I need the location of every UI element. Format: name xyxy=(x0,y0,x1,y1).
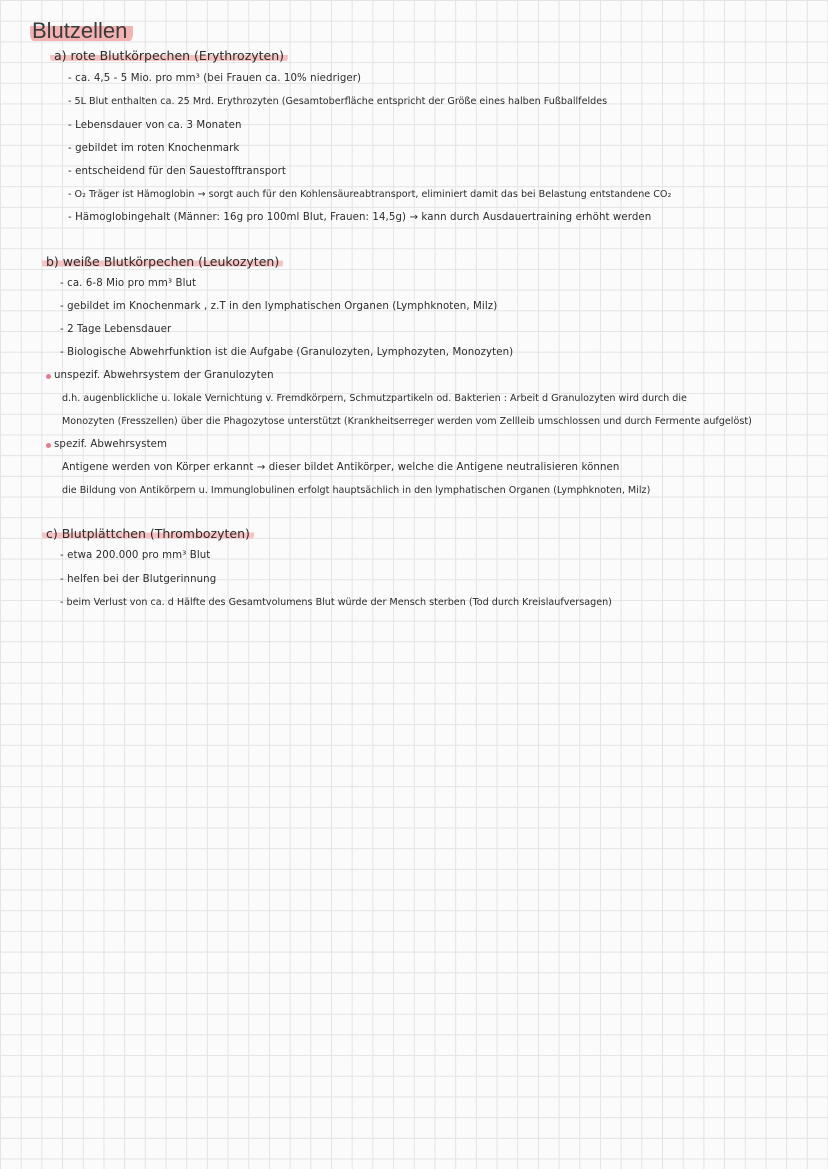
section-b-line: - ca. 6-8 Mio pro mm³ Blut xyxy=(60,278,197,289)
section-a-line: - O₂ Träger ist Hämoglobin → sorgt auch für den Kohlensäureabtransport, eliminiert damit das bei Belastung entstandene CO₂ xyxy=(68,189,672,200)
section-a-line: - Lebensdauer von ca. 3 Monaten xyxy=(68,120,242,131)
bullet-dot xyxy=(46,374,51,379)
section-c-line: - beim Verlust von ca. d Hälfte des Gesamtvolumens Blut würde der Mensch sterben (Tod durch Kreislaufversagen) xyxy=(60,597,612,608)
section-a-line: - Hämoglobingehalt (Männer: 16g pro 100ml Blut, Frauen: 14,5g) → kann durch Ausdauertraining erhöht werden xyxy=(68,212,652,223)
bullet-2-line: Antigene werden von Körper erkannt → dieser bildet Antikörper, welche die Antigene neutralisieren können xyxy=(62,462,620,473)
bullet-1-label: unspezif. Abwehrsystem der Granulozyten xyxy=(54,370,274,381)
page-title: Blutzellen xyxy=(30,18,133,44)
section-a-line: - 5L Blut enthalten ca. 25 Mrd. Erythrozyten (Gesamtoberfläche entspricht der Größe eines halben Fußballfeldes xyxy=(68,96,608,107)
bullet-2-line: die Bildung von Antikörpern u. Immunglobulinen erfolgt hauptsächlich in den lymphatischen Organen (Lymphknoten, Milz) xyxy=(62,485,651,496)
section-c-heading: c) Blutplättchen (Thrombozyten) xyxy=(42,526,254,541)
section-b-line: - Biologische Abwehrfunktion ist die Aufgabe (Granulozyten, Lymphozyten, Monozyten) xyxy=(60,347,514,358)
bullet-1-line: d.h. augenblickliche u. lokale Vernichtung v. Fremdkörpern, Schmutzpartikeln od. Bakterien : Arbeit d Granulozyten wird durch die xyxy=(62,393,687,404)
section-c-line: - helfen bei der Blutgerinnung xyxy=(60,574,217,585)
section-b-heading: b) weiße Blutkörpechen (Leukozyten) xyxy=(42,254,283,269)
section-b-line: - gebildet im Knochenmark , z.T in den lymphatischen Organen (Lymphknoten, Milz) xyxy=(60,301,498,312)
bullet-2-label: spezif. Abwehrsystem xyxy=(54,439,168,450)
section-a-line: - ca. 4,5 - 5 Mio. pro mm³ (bei Frauen ca. 10% niedriger) xyxy=(68,73,362,84)
section-a-line: - entscheidend für den Sauestofftransport xyxy=(68,166,287,177)
section-b-line: - 2 Tage Lebensdauer xyxy=(60,324,172,335)
bullet-dot xyxy=(46,443,51,448)
section-a-line: - gebildet im roten Knochenmark xyxy=(68,143,240,154)
bullet-1-line: Monozyten (Fresszellen) über die Phagozytose unterstützt (Krankheitserreger werden vom Zellleib umschlossen und durch Fermente aufgelöst) xyxy=(62,416,752,427)
section-c-line: - etwa 200.000 pro mm³ Blut xyxy=(60,550,211,561)
section-a-heading: a) rote Blutkörpechen (Erythrozyten) xyxy=(50,48,288,63)
